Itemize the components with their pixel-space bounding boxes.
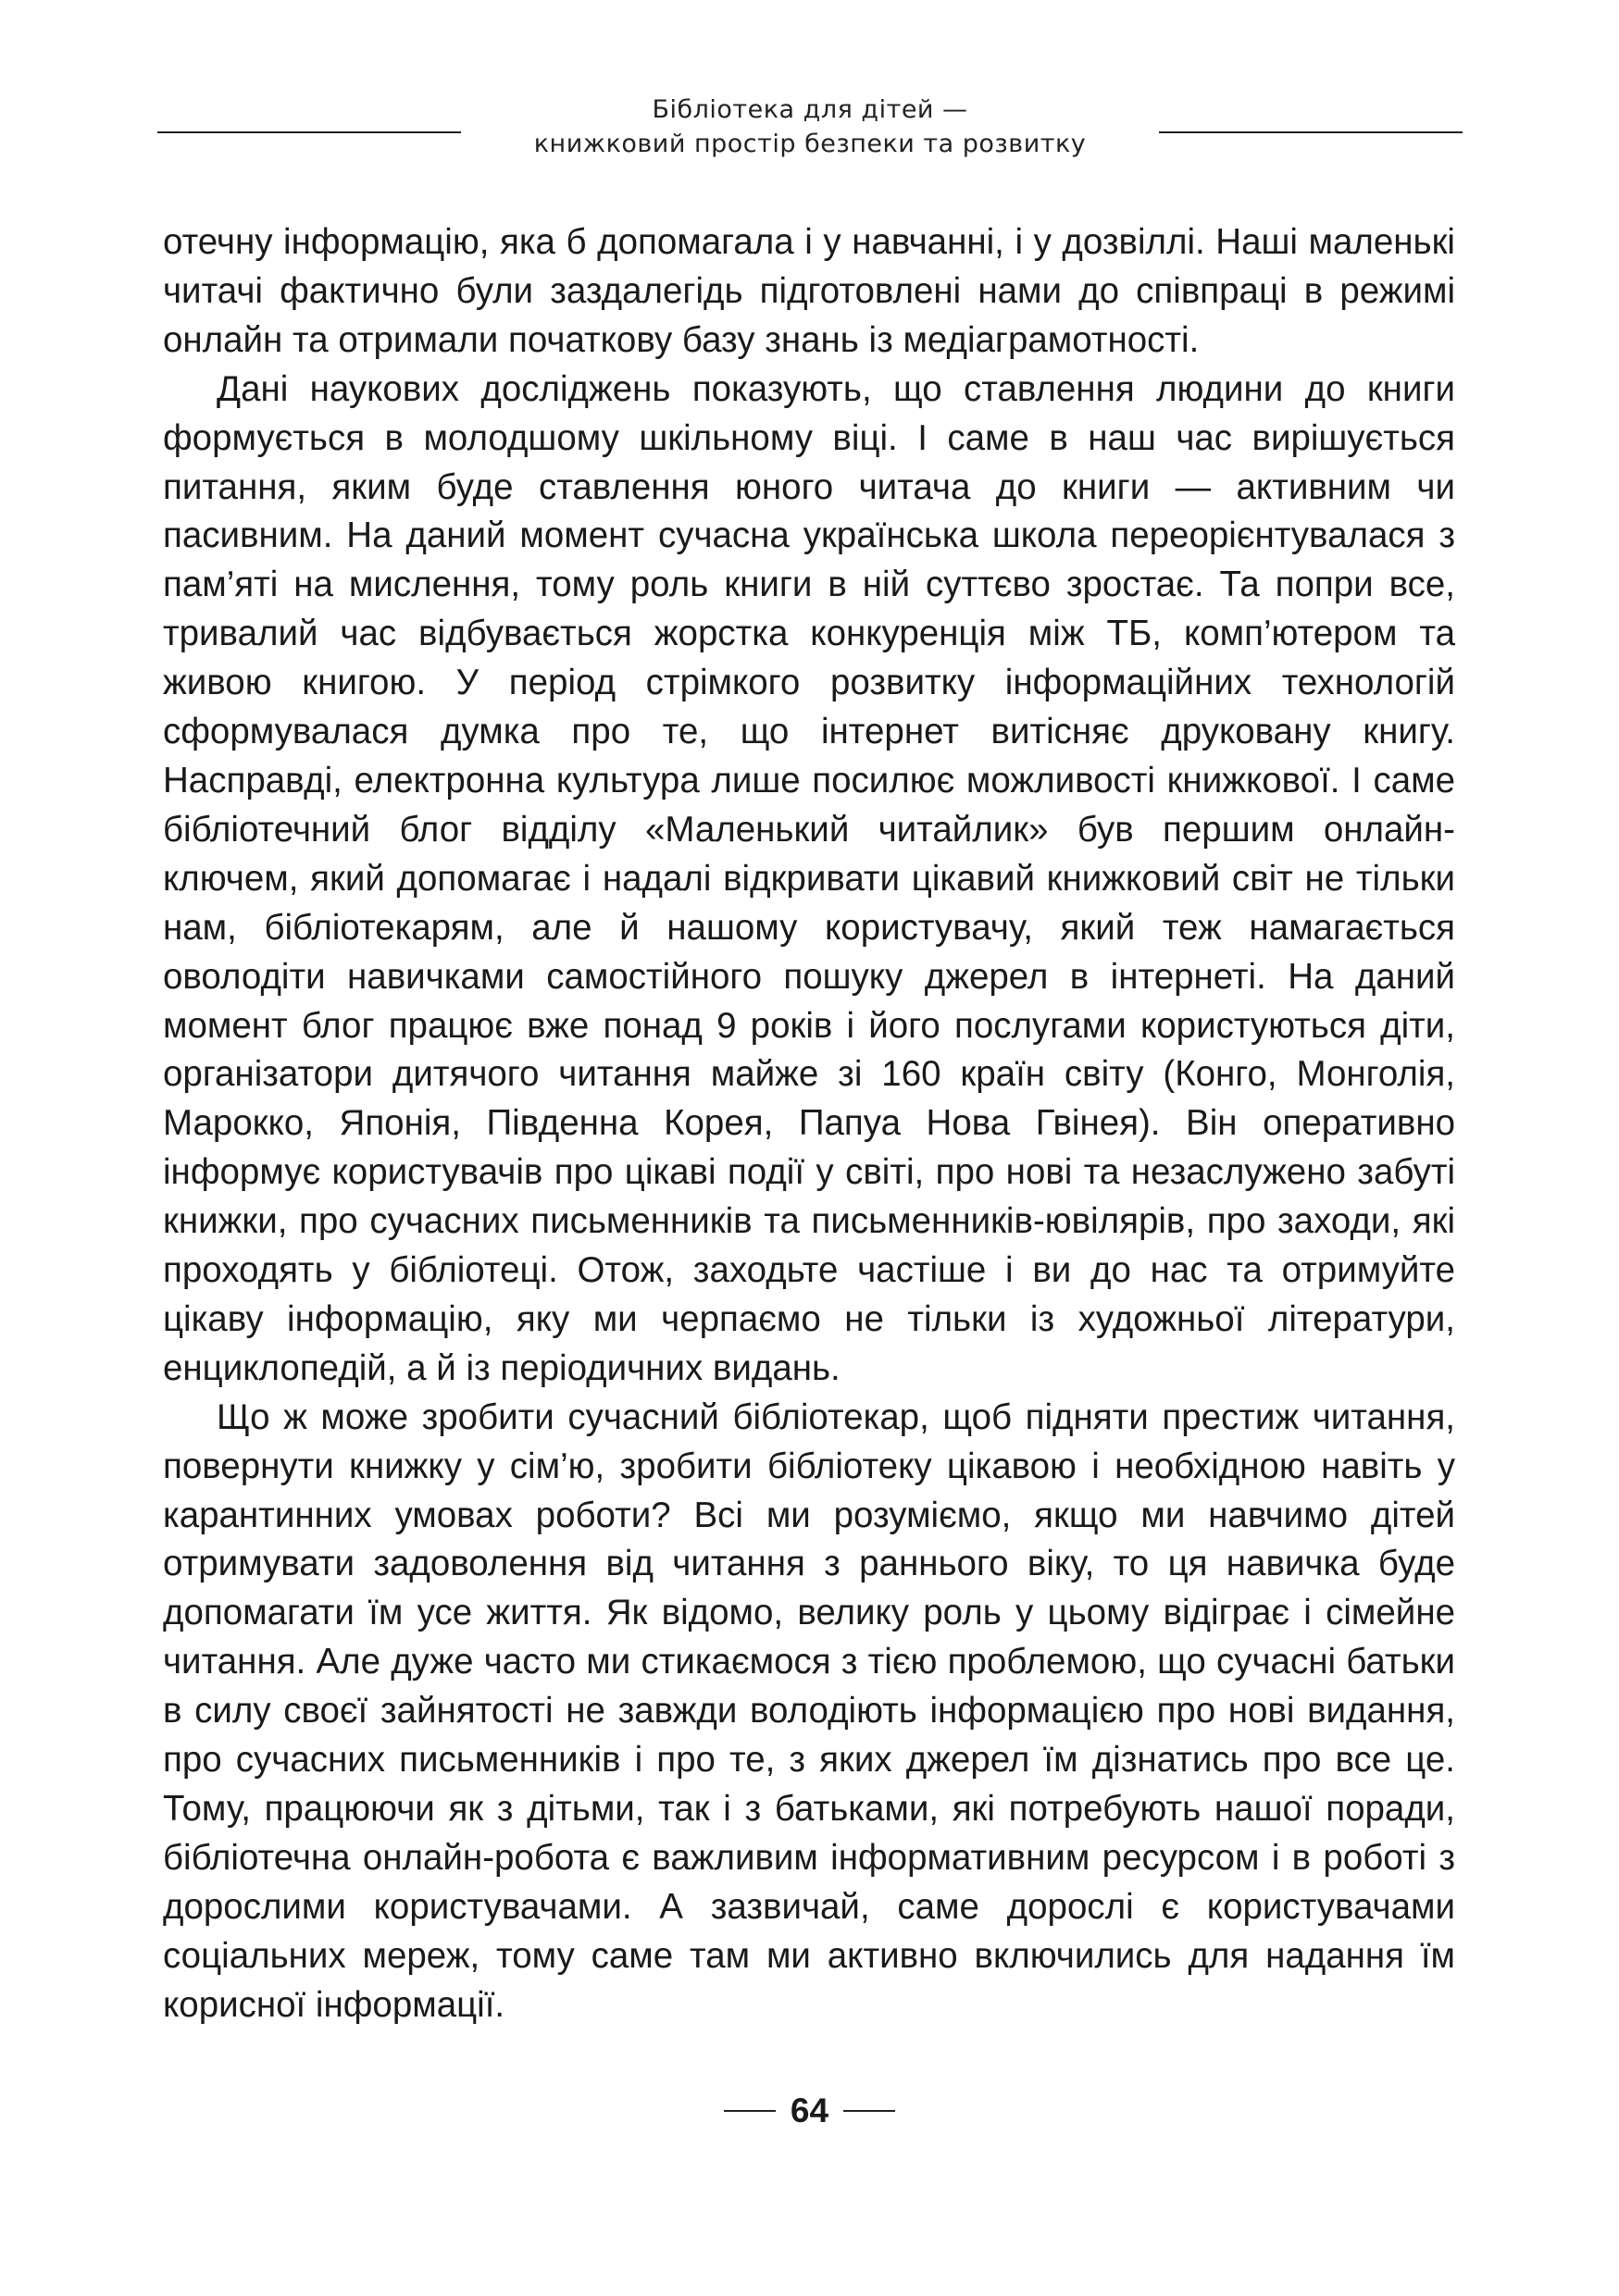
body-text (163, 218, 1455, 2030)
header-title (157, 93, 1463, 161)
paragraph-continued: отечну інформацію, яка б допомагала і у навчанні, і у дозвіллі. Наші маленькі читачі фактично були заздалегідь підготовлені нами до співпраці в режимі онлайн та отримали початкову базу знань із медіаграмотності. (163, 222, 1455, 360)
header-title-line-2: книжковий простір безпеки та розвитку (533, 130, 1087, 158)
running-header (157, 93, 1463, 167)
paragraph: Дані наукових досліджень показують, що ставлення людини до книги формується в молодшому шкільному віці. І саме в наш час вирішується питання, яким буде ставлення юного читача до книги — активним чи пасивним. На даний момент сучасна українська школа переорієнтувалася з пам’яті на мислення, тому роль книги в ній суттєво зростає. Та попри все, тривалий час відбувається жорстка конкуренція між ТБ, комп’ютером та живою книгою. У період стрімкого розвитку інформаційних технологій сформувалася думка про те, що інтернет витісняє друковану книгу. Насправді, електронна культура лише посилює можливості книжкової. І саме бібліотечний блог відділу «Маленький читайлик» був першим онлайн-ключем, який допомагає і надалі відкривати цікавий книжковий світ не тільки нам, бібліотекарям, але й нашому користувачу, який теж намагається оволодіти навичками самостійного пошуку джерел в інтернеті. На даний момент блог працює вже понад 9 років і його послугами користуються діти, організатори дитячого читання майже зі 160 країн світу (Конго, Монголія, Марокко, Японія, Південна Корея, Папуа Нова Гвінея). Він оперативно інформує користувачів про цікаві події у світі, про нові та незаслужено забуті книжки, про сучасних письменників та письменників-ювілярів, про заходи, які проходять у бібліотеці. Отож, заходьте частіше і ви до нас та отримуйте цікаву інформацію, яку ми черпаємо не тільки із художньої літератури, енциклопедій, а й із періодичних видань. (163, 368, 1455, 1388)
header-rule-right (1159, 131, 1463, 133)
page-number-dash-left (724, 2110, 776, 2112)
paragraph: Що ж може зробити сучасний бібліотекар, щоб підняти престиж читання, повернути книжку у сім’ю, зробити бібліотеку цікавою і необхідною навіть у карантинних умовах роботи? Всі ми розуміємо, якщо ми навчимо дітей отримувати задоволення від читання з раннього віку, то ця навичка буде допомагати їм усе життя. Як відомо, велику роль у цьому відіграє і сімейне читання. Але дуже часто ми стикаємося з тією проблемою, що сучасні батьки в силу своєї зайнятості не завжди володіють інформацією про нові видання, про сучасних письменників і про те, з яких джерел їм дізнатись про все це. Тому, працюючи як з дітьми, так і з батьками, які потребують нашої поради, бібліотечна онлайн-робота є важливим інформативним ресурсом і в роботі з дорослими користувачами. А зазвичай, саме дорослі є користувачами соціальних мереж, тому саме там ми активно включились для надання їм корисної інформації. (163, 1396, 1455, 2025)
page-number: 64 (790, 2091, 829, 2129)
page-footer (0, 2088, 1619, 2134)
header-title-line-1: Бібліотека для дітей — (652, 95, 968, 124)
page-number-dash-right (843, 2110, 895, 2112)
